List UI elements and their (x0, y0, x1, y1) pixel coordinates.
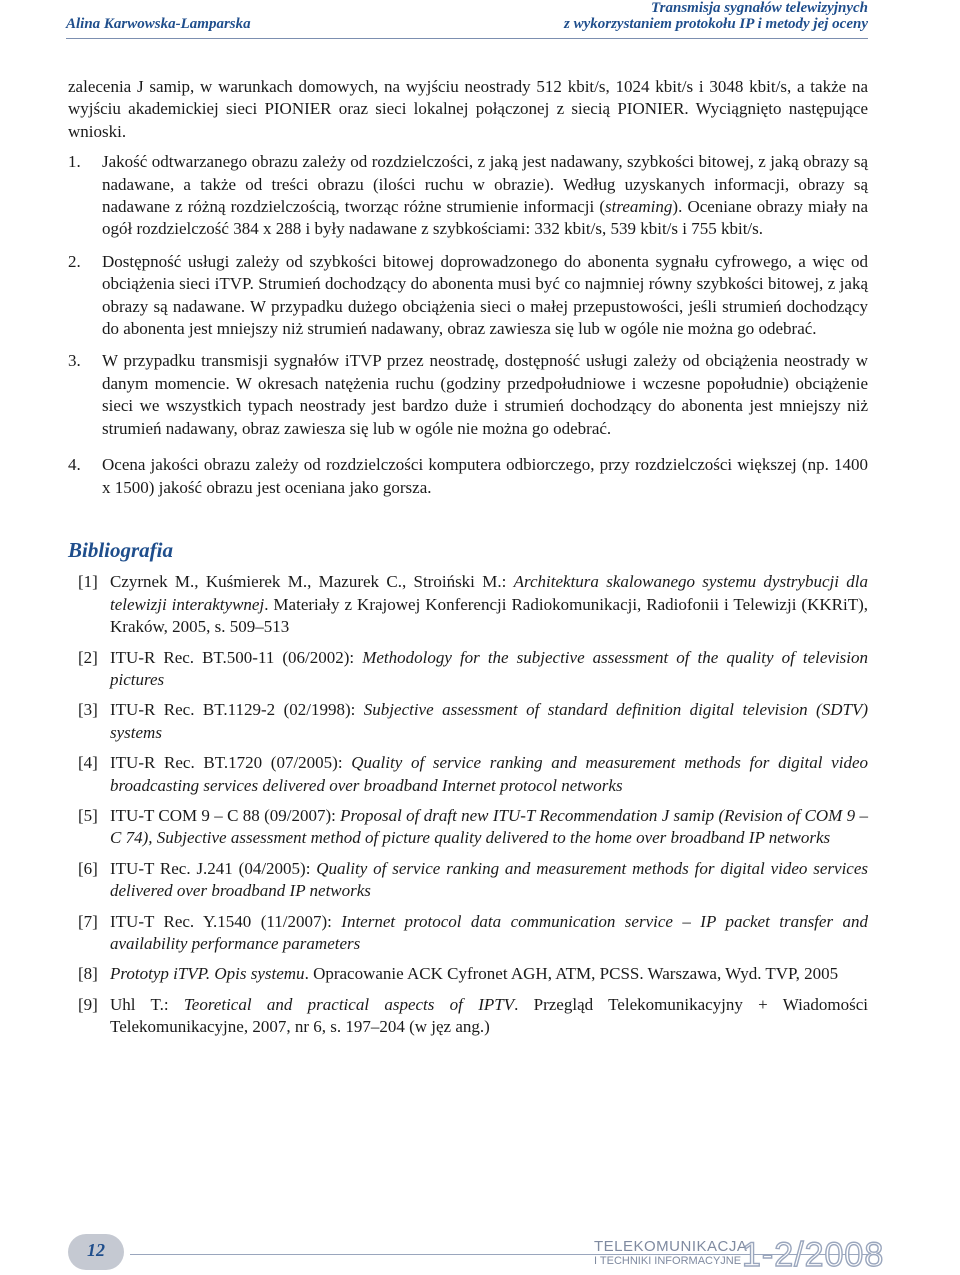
reference-item-2 (68, 647, 868, 692)
reference-number: [9] (78, 994, 98, 1014)
conclusion-text-part-b: ). Oceniane obrazy miały na ogół rozdzielczość 384 x 288 i były nadawane z szybkościami: 332 kbit/s, 539 kbit/s i 755 kbit/s. (102, 197, 869, 239)
conclusion-item-3 (68, 350, 868, 440)
reference-number: [2] (78, 647, 98, 667)
reference-item-8 (68, 963, 868, 985)
journal-issue: 1-2/2008 (742, 1236, 885, 1274)
reference-title: Architektura skalowanego systemu dystrybucji dla telewizji interaktywnej (110, 572, 868, 614)
reference-authors: ITU-R Rec. BT.1129-2 (02/1998): (110, 700, 364, 720)
reference-list (68, 571, 868, 1038)
journal-name-line-2: I TECHNIKI INFORMACYJNE (594, 1255, 742, 1267)
conclusion-number: 4. (68, 455, 81, 475)
reference-number: [6] (78, 858, 98, 878)
page-number-badge (68, 1234, 124, 1270)
reference-title: Quality of service ranking and measurement methods for digital video broadcasting services delivered over broadband Internet protocol networks (110, 753, 868, 795)
conclusion-item-4 (68, 454, 868, 499)
conclusion-number: 2. (68, 251, 81, 271)
reference-number: [7] (78, 911, 98, 931)
reference-title: Quality of service ranking and measurement methods for digital video services delivered over broadband IP networks (110, 858, 868, 901)
reference-authors: Uhl T.: (110, 994, 184, 1014)
header-title-line-1: Transmisja sygnałów telewizyjnych (651, 0, 868, 16)
reference-authors: ITU-R Rec. BT.1720 (07/2005): (110, 753, 352, 773)
running-header (0, 0, 960, 42)
reference-authors: ITU-R Rec. BT.500-11 (06/2002): (110, 647, 363, 667)
reference-authors: ITU-T Rec. J.241 (04/2005): (110, 858, 317, 878)
conclusion-text-part-a: Jakość odtwarzanego obrazu zależy od rozdzielczości, z jaką jest nadawany, szybkości bitowej, z jaką obrazy są nadawane, a także od treści obrazu (ilości ruchu w obrazie). Według uzyskanych informacji, obrazy są nadawane z różną rozdzielczością, tworząc różne strumienie informacji ( (102, 152, 868, 217)
header-title-line-2: z wykorzystaniem protokołu IP i metody jej oceny (563, 16, 868, 32)
bibliography-heading: Bibliografia (68, 537, 174, 562)
reference-item-7 (68, 911, 868, 956)
reference-details: . Przegląd Telekomunikacyjny + Wiadomości Telekomunikacyjne, 2007, nr 6, s. 197–204 (w jęz ang.) (110, 994, 868, 1037)
reference-authors: Czyrnek M., Kuśmierek M., Mazurek C., Stroiński M.: (110, 572, 514, 592)
journal-name-line-1: TELEKOMUNIKACJA (594, 1238, 748, 1255)
reference-number: [4] (78, 753, 98, 773)
reference-title: Internet protocol data communication service – IP packet transfer and availability performance parameters (110, 911, 868, 953)
conclusion-number: 3. (68, 351, 81, 371)
reference-item-4 (68, 752, 868, 797)
page-footer (0, 1224, 960, 1274)
conclusion-term: streaming (605, 197, 673, 217)
intro-paragraph: zalecenia J samip, w warunkach domowych, na wyjściu neostrady 512 kbit/s, 1024 kbit/s i 3048 kbit/s, a także na wyjściu akademickiej sieci PIONIER oraz sieci lokalnej połączonej z siecią PIONIER. Wyciągnięto następujące wnioski. (68, 77, 868, 141)
reference-title: Teoretical and practical aspects of IPTV (183, 994, 515, 1014)
reference-number: [5] (78, 805, 98, 825)
header-article-title (564, 0, 868, 32)
header-divider (66, 38, 868, 39)
reference-authors: ITU-T COM 9 – C 88 (09/2007): (110, 805, 341, 825)
reference-number: [3] (78, 700, 98, 720)
conclusion-number: 1. (68, 152, 81, 172)
reference-number: [1] (78, 572, 98, 592)
reference-title: Methodology for the subjective assessment of the quality of television pictures (110, 647, 869, 689)
reference-title: Subjective assessment of standard definition digital television (SDTV) systems (110, 700, 868, 742)
reference-details: . Materiały z Krajowej Konferencji Radiokomunikacji, Radiofonii i Telewizji (KKRiT), Kraków, 2005, s. 509–513 (110, 594, 868, 637)
conclusion-item-2 (68, 251, 868, 341)
conclusion-text: W przypadku transmisji sygnałów iTVP przez neostradę, dostępność usługi zależy od obciążenia neostrady w danym momencie. W okresach natężenia ruchu (godziny przedpołudniowe i wczesne popołudnie) obciążenie sieci we wszystkich typach neostrady jest bardzo duże i strumień dochodzący do abonenta jest mniejszy niż strumień nadawany, obraz zawiesza się lub w ogóle nie można go odebrać. (102, 351, 868, 438)
reference-number: [8] (78, 964, 98, 984)
reference-item-9 (68, 994, 868, 1039)
conclusion-text: Dostępność usługi zależy od szybkości bitowej doprowadzonego do abonenta sygnału cyfrowego, a więc od obciążenia sieci iTVP. Strumień dochodzący do abonenta musi być co najmniej równy szybkości bitowej, z jaką obrazy są nadawane. W przypadku dużego obciążenia sieci o małej przepustowości, jeśli strumień dochodzący do abonenta jest mniejszy niż strumień nadawany, obraz zawiesza się lub w ogóle nie można go odebrać. (102, 251, 868, 339)
header-author: Alina Karwowska-Lamparska (66, 16, 251, 32)
reference-item-1 (68, 571, 868, 638)
conclusions-list (68, 151, 868, 499)
conclusion-item-1 (68, 151, 868, 241)
journal-name (594, 1240, 747, 1268)
reference-item-6 (68, 858, 868, 903)
reference-title: Prototyp iTVP. Opis systemu (110, 964, 305, 984)
article-body (68, 76, 868, 1047)
reference-item-3 (68, 699, 868, 744)
conclusion-text: Ocena jakości obrazu zależy od rozdzielczości komputera odbiorczego, przy rozdzielczości większej (np. 1400 x 1500) jakość obrazu jest oceniana jako gorsza. (102, 455, 868, 497)
reference-title: Proposal of draft new ITU-T Recommendation J samip (Revision of COM 9 – C 74), Subjective assessment method of picture quality delivered to the home over broadband IP networks (110, 805, 868, 848)
page-number: 12 (87, 1240, 105, 1260)
reference-details: . Opracowanie ACK Cyfronet AGH, ATM, PCSS. Warszawa, Wyd. TVP, 2005 (304, 964, 839, 984)
reference-authors: ITU-T Rec. Y.1540 (11/2007): (110, 911, 342, 931)
reference-item-5 (68, 805, 868, 850)
